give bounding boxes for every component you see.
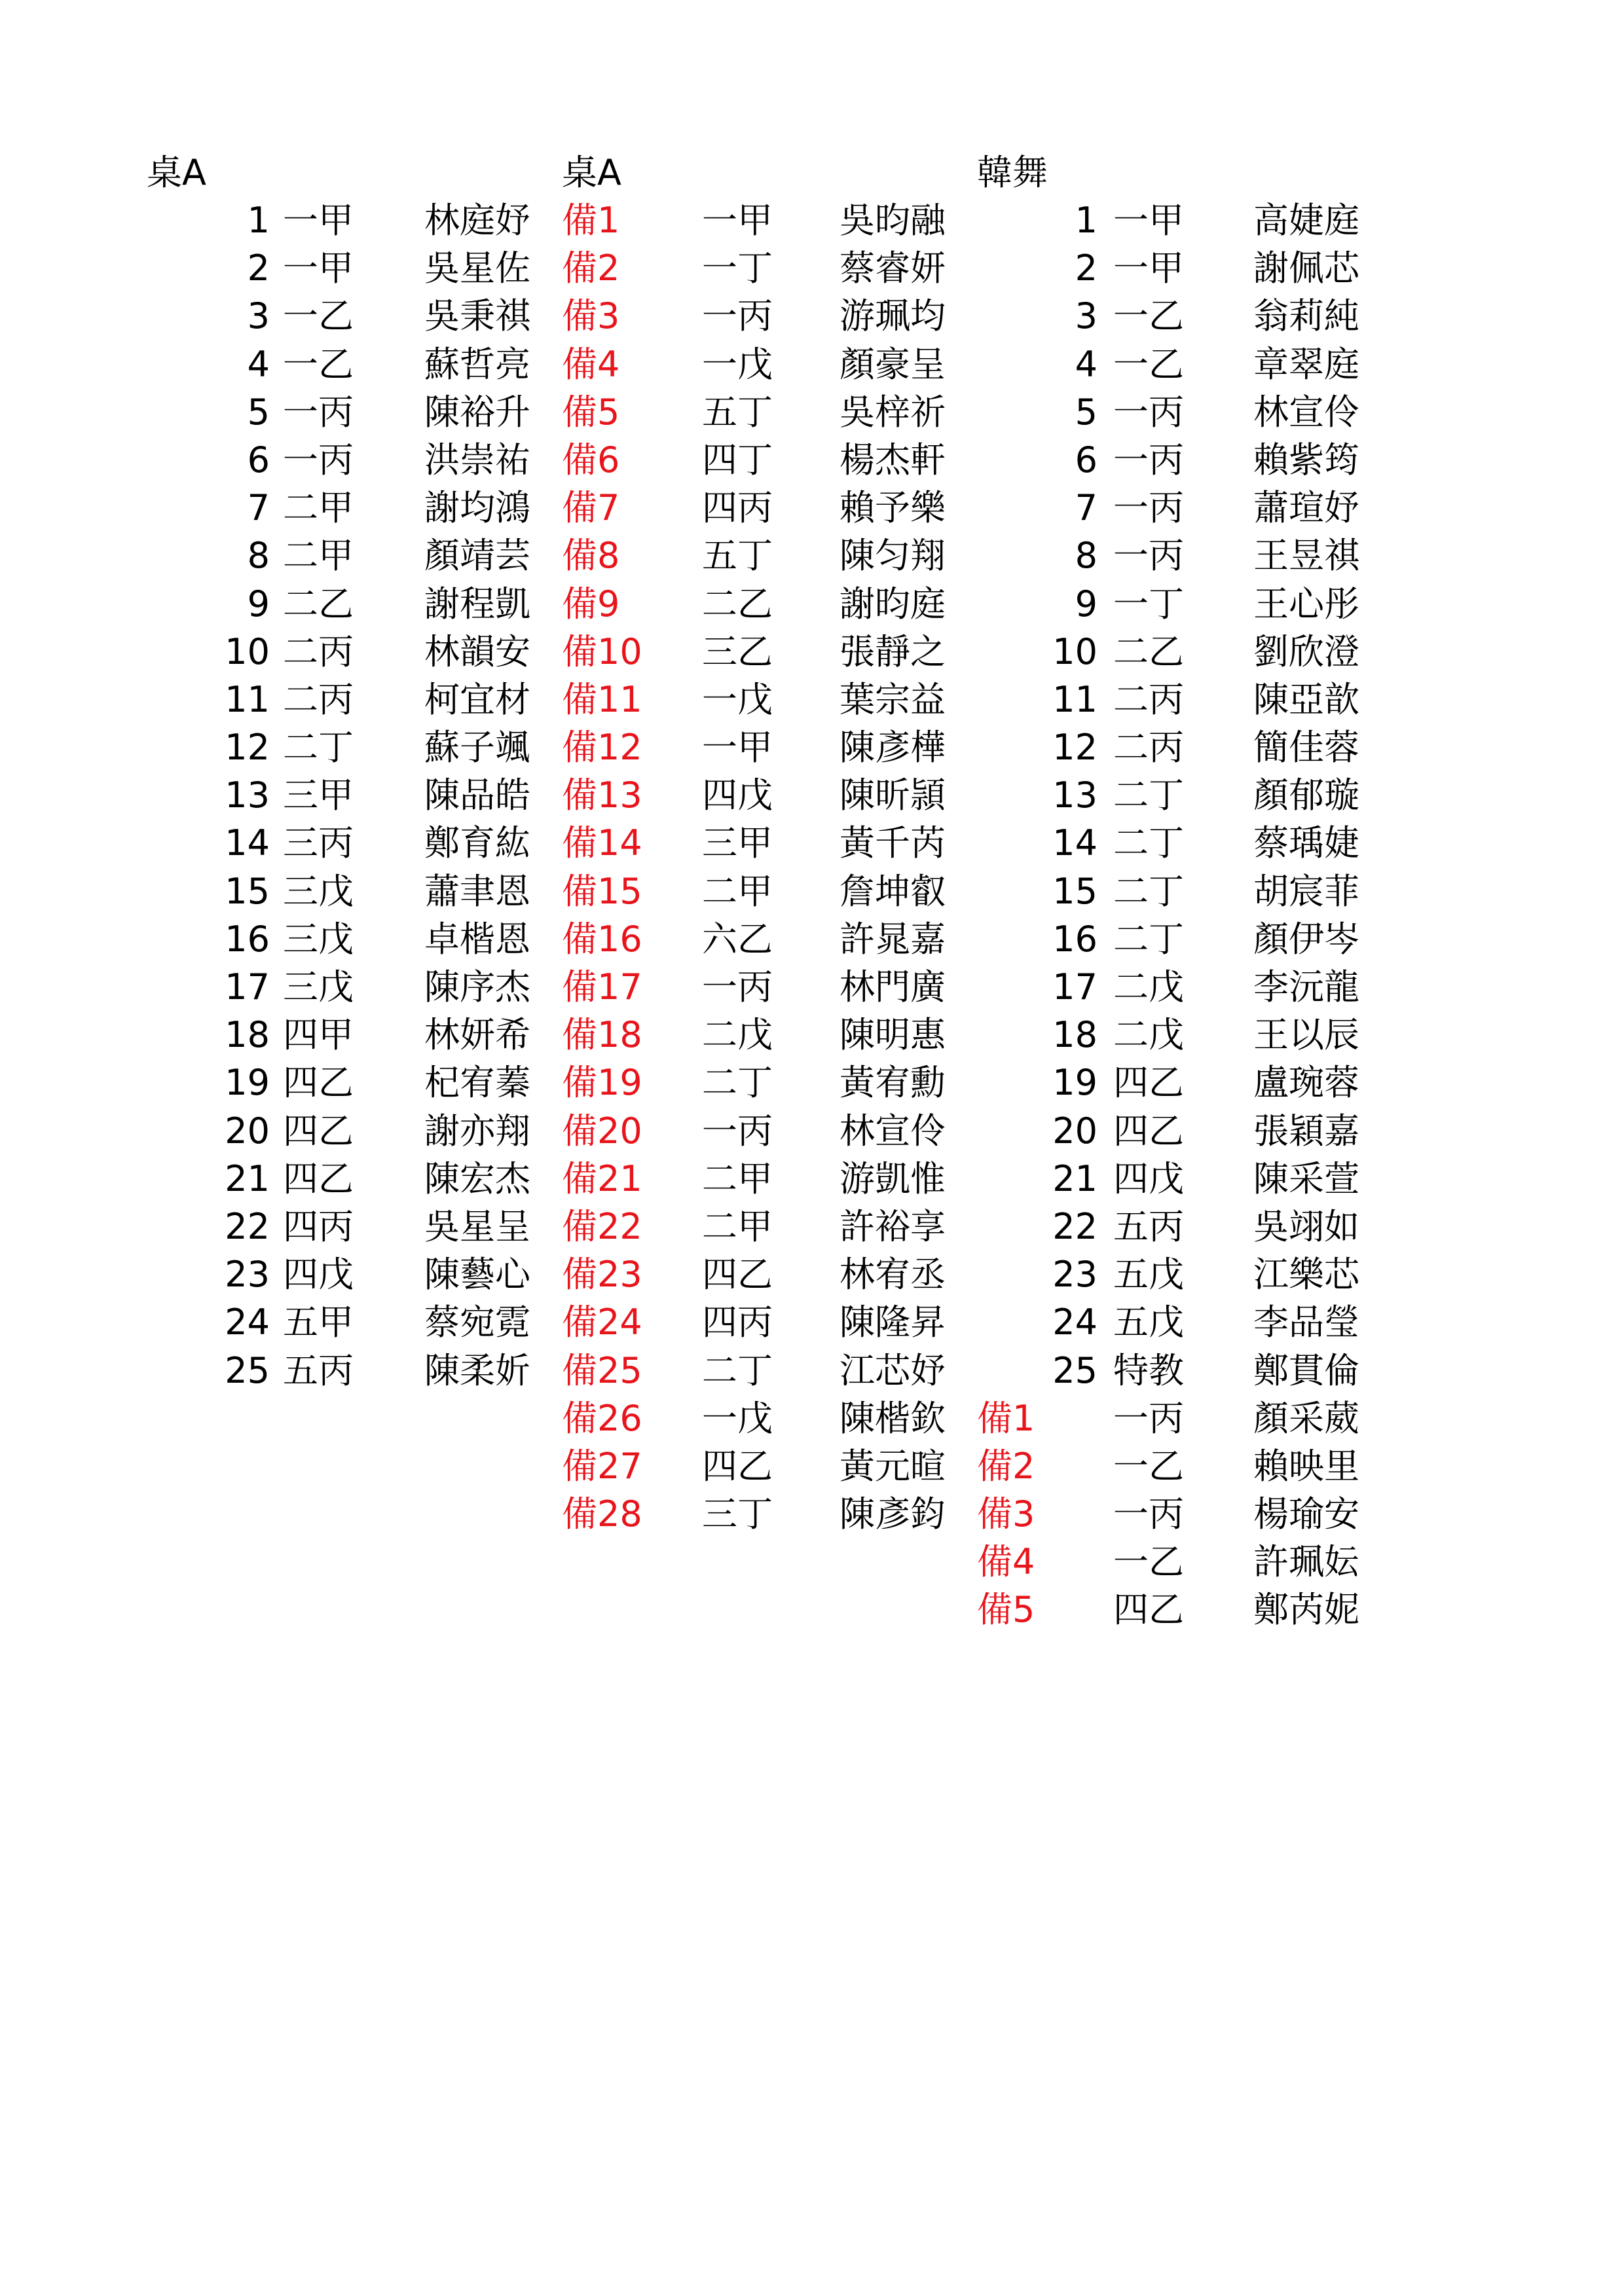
section2-class: 一丁 bbox=[702, 247, 773, 289]
section3-student-name: 張穎嘉 bbox=[1253, 1110, 1359, 1152]
section1-class: 五丙 bbox=[283, 1349, 354, 1391]
section3-class: 二丁 bbox=[1113, 918, 1184, 960]
section3-class: 五戊 bbox=[1113, 1254, 1184, 1296]
section1-class: 二丁 bbox=[283, 727, 354, 769]
section1-class: 三戊 bbox=[283, 966, 354, 1008]
section1-number: 19 bbox=[225, 1062, 270, 1104]
section3-number: 19 bbox=[1052, 1062, 1098, 1104]
section3-class: 二戊 bbox=[1113, 1014, 1184, 1056]
section1-number: 10 bbox=[225, 630, 270, 672]
section3-number: 20 bbox=[1052, 1110, 1098, 1152]
section3-student-name: 簡佳蓉 bbox=[1253, 727, 1359, 769]
section1-class: 三戊 bbox=[283, 918, 354, 960]
section1-class: 一甲 bbox=[283, 247, 354, 289]
section1-student-name: 陳宏杰 bbox=[424, 1157, 530, 1199]
section2-number: 備6 bbox=[562, 439, 620, 481]
section3-row bbox=[0, 915, 1441, 963]
section2-class: 四乙 bbox=[702, 1445, 773, 1487]
section3-standby-class: 一乙 bbox=[1113, 1541, 1184, 1583]
section1-class: 四乙 bbox=[283, 1157, 354, 1199]
section3-number: 3 bbox=[1075, 295, 1098, 337]
section2-class: 五丁 bbox=[702, 535, 773, 577]
section1-student-name: 陳裕升 bbox=[424, 391, 530, 433]
section1-class: 四乙 bbox=[283, 1110, 354, 1152]
section1-class: 二丙 bbox=[283, 630, 354, 672]
section2-class: 二甲 bbox=[702, 1205, 773, 1247]
section3-class: 一丙 bbox=[1113, 439, 1184, 481]
section3-row bbox=[0, 196, 1441, 244]
section1-class: 四甲 bbox=[283, 1014, 354, 1056]
section1-number: 22 bbox=[225, 1205, 270, 1247]
section3-class: 二乙 bbox=[1113, 630, 1184, 672]
section3-standby-row bbox=[0, 1538, 1441, 1586]
section1-student-name: 杞宥蓁 bbox=[424, 1062, 530, 1104]
section3-standby-row bbox=[0, 1490, 1441, 1538]
section1-class: 四戊 bbox=[283, 1254, 354, 1296]
section3-row bbox=[0, 1298, 1441, 1346]
section2-student-name: 陳隆昇 bbox=[840, 1302, 946, 1343]
section1-class: 三丙 bbox=[283, 822, 354, 864]
section3-standby-student-name: 顏采葳 bbox=[1253, 1397, 1359, 1439]
section2-number: 備3 bbox=[562, 295, 620, 337]
section2-number: 備14 bbox=[562, 822, 642, 864]
section1-number: 14 bbox=[225, 822, 270, 864]
section3-standby-number: 備5 bbox=[977, 1589, 1035, 1631]
section3-student-name: 李沅龍 bbox=[1253, 966, 1359, 1008]
section2-class: 五丁 bbox=[702, 391, 773, 433]
section3-list bbox=[0, 196, 1441, 1634]
section3-class: 四乙 bbox=[1113, 1110, 1184, 1152]
section2-student-name: 張靜之 bbox=[840, 630, 946, 672]
section1-number: 21 bbox=[225, 1157, 270, 1199]
section3-student-name: 王心彤 bbox=[1253, 583, 1359, 625]
section2-class: 六乙 bbox=[702, 918, 773, 960]
section1-student-name: 洪崇祐 bbox=[424, 439, 530, 481]
section3-number: 24 bbox=[1052, 1302, 1098, 1343]
section1-student-name: 謝程凱 bbox=[424, 583, 530, 625]
section3-number: 9 bbox=[1075, 583, 1098, 625]
section2-number: 備13 bbox=[562, 774, 642, 816]
section3-standby-student-name: 楊瑜安 bbox=[1253, 1493, 1359, 1535]
section3-class: 一甲 bbox=[1113, 247, 1184, 289]
section1-number: 1 bbox=[247, 200, 270, 241]
section3-standby-student-name: 賴映里 bbox=[1253, 1445, 1359, 1487]
section1-class: 一乙 bbox=[283, 343, 354, 385]
section2-number: 備26 bbox=[562, 1397, 642, 1439]
section1-number: 4 bbox=[247, 343, 270, 385]
section3-student-name: 劉欣澄 bbox=[1253, 630, 1359, 672]
section3-number: 21 bbox=[1052, 1157, 1098, 1199]
section3-row bbox=[0, 1107, 1441, 1155]
section3-class: 一乙 bbox=[1113, 295, 1184, 337]
section3-class: 二戊 bbox=[1113, 966, 1184, 1008]
section2-class: 二丁 bbox=[702, 1062, 773, 1104]
section3-class: 二丙 bbox=[1113, 727, 1184, 769]
section2-class: 一戊 bbox=[702, 343, 773, 385]
section3-row bbox=[0, 436, 1441, 484]
section3-number: 10 bbox=[1052, 630, 1098, 672]
section1-number: 17 bbox=[225, 966, 270, 1008]
section1-number: 8 bbox=[247, 535, 270, 577]
section3-standby-number: 備2 bbox=[977, 1445, 1035, 1487]
section2-number: 備24 bbox=[562, 1302, 642, 1343]
section3-class: 四戊 bbox=[1113, 1157, 1184, 1199]
section3-standby-number: 備3 bbox=[977, 1493, 1035, 1535]
section3-row bbox=[0, 388, 1441, 436]
section3-row bbox=[0, 1347, 1441, 1394]
section1-number: 7 bbox=[247, 487, 270, 529]
section3-standby-row bbox=[0, 1394, 1441, 1442]
section1-number: 18 bbox=[225, 1014, 270, 1056]
section2-number: 備8 bbox=[562, 535, 620, 577]
section1-student-name: 陳柔妡 bbox=[424, 1349, 530, 1391]
section3-standby-class: 四乙 bbox=[1113, 1589, 1184, 1631]
section1-student-name: 林庭妤 bbox=[424, 200, 530, 241]
section1-student-name: 蘇哲亮 bbox=[424, 343, 530, 385]
section1-student-name: 鄭育紘 bbox=[424, 822, 530, 864]
section1-student-name: 林妍希 bbox=[424, 1014, 530, 1056]
section1-student-name: 陳藝心 bbox=[424, 1254, 530, 1296]
section3-number: 22 bbox=[1052, 1205, 1098, 1247]
section3-row bbox=[0, 1059, 1441, 1106]
section1-class: 一丙 bbox=[283, 439, 354, 481]
section2-class: 一甲 bbox=[702, 727, 773, 769]
section2-class: 四丙 bbox=[702, 487, 773, 529]
section3-student-name: 謝佩芯 bbox=[1253, 247, 1359, 289]
section2-class: 一戊 bbox=[702, 1397, 773, 1439]
section2-class: 二戊 bbox=[702, 1014, 773, 1056]
section3-number: 8 bbox=[1075, 535, 1098, 577]
section3-standby-class: 一丙 bbox=[1113, 1397, 1184, 1439]
section3-row bbox=[0, 532, 1441, 579]
section2-student-name: 詹坤叡 bbox=[840, 870, 946, 912]
section1-student-name: 陳品皓 bbox=[424, 774, 530, 816]
section3-number: 13 bbox=[1052, 774, 1098, 816]
section1-student-name: 卓楷恩 bbox=[424, 918, 530, 960]
section1-class: 四丙 bbox=[283, 1205, 354, 1247]
section3-number: 2 bbox=[1075, 247, 1098, 289]
section3-class: 五丙 bbox=[1113, 1205, 1184, 1247]
section2-class: 四戊 bbox=[702, 774, 773, 816]
section2-class: 一丙 bbox=[702, 295, 773, 337]
section3-number: 18 bbox=[1052, 1014, 1098, 1056]
section1-number: 16 bbox=[225, 918, 270, 960]
section1-number: 23 bbox=[225, 1254, 270, 1296]
section2-student-name: 陳明惠 bbox=[840, 1014, 946, 1056]
section3-standby-student-name: 鄭芮妮 bbox=[1253, 1589, 1359, 1631]
section3-class: 一丁 bbox=[1113, 583, 1184, 625]
section2-number: 備2 bbox=[562, 247, 620, 289]
section3-standby-class: 一丙 bbox=[1113, 1493, 1184, 1535]
section3-student-name: 陳采萱 bbox=[1253, 1157, 1359, 1199]
section2-student-name: 陳彥樺 bbox=[840, 727, 946, 769]
section3-class: 二丁 bbox=[1113, 870, 1184, 912]
section1-student-name: 林韻安 bbox=[424, 630, 530, 672]
section3-number: 25 bbox=[1052, 1349, 1098, 1391]
section3-standby-number: 備1 bbox=[977, 1397, 1035, 1439]
section1-student-name: 顏靖芸 bbox=[424, 535, 530, 577]
section3-student-name: 江樂芯 bbox=[1253, 1254, 1359, 1296]
section3-class: 一丙 bbox=[1113, 487, 1184, 529]
section1-number: 24 bbox=[225, 1302, 270, 1343]
section1-number: 5 bbox=[247, 391, 270, 433]
section1-student-name: 吳星呈 bbox=[424, 1205, 530, 1247]
section3-standby-number: 備4 bbox=[977, 1541, 1035, 1583]
section3-row bbox=[0, 244, 1441, 292]
section2-student-name: 林門廣 bbox=[840, 966, 946, 1008]
section2-student-name: 陳匀翔 bbox=[840, 535, 946, 577]
section2-class: 三丁 bbox=[702, 1493, 773, 1535]
section1-student-name: 蘇子颯 bbox=[424, 727, 530, 769]
section1-number: 6 bbox=[247, 439, 270, 481]
section1-number: 20 bbox=[225, 1110, 270, 1152]
section2-student-name: 楊杰軒 bbox=[840, 439, 946, 481]
section2-number: 備7 bbox=[562, 487, 620, 529]
section3-standby-row bbox=[0, 1442, 1441, 1490]
section2-number: 備17 bbox=[562, 966, 642, 1008]
section3-student-name: 顏郁璇 bbox=[1253, 774, 1359, 816]
section1-student-name: 蔡宛霓 bbox=[424, 1302, 530, 1343]
section2-number: 備1 bbox=[562, 200, 620, 241]
section1-student-name: 柯宜材 bbox=[424, 678, 530, 720]
section2-class: 一丙 bbox=[702, 966, 773, 1008]
section2-number: 備23 bbox=[562, 1254, 642, 1296]
section3-number: 16 bbox=[1052, 918, 1098, 960]
section1-header: 桌A bbox=[147, 152, 206, 193]
section1-student-name: 陳序杰 bbox=[424, 966, 530, 1008]
section3-student-name: 盧琬蓉 bbox=[1253, 1062, 1359, 1104]
section2-number: 備10 bbox=[562, 630, 642, 672]
section3-student-name: 賴紫筠 bbox=[1253, 439, 1359, 481]
section2-class: 四乙 bbox=[702, 1254, 773, 1296]
section2-number: 備22 bbox=[562, 1205, 642, 1247]
section1-class: 四乙 bbox=[283, 1062, 354, 1104]
section1-class: 三甲 bbox=[283, 774, 354, 816]
section2-class: 四丁 bbox=[702, 439, 773, 481]
section3-number: 11 bbox=[1052, 678, 1098, 720]
section1-number: 13 bbox=[225, 774, 270, 816]
section3-number: 5 bbox=[1075, 391, 1098, 433]
section2-class: 四丙 bbox=[702, 1302, 773, 1343]
section3-class: 一丙 bbox=[1113, 391, 1184, 433]
section1-class: 二甲 bbox=[283, 487, 354, 529]
section1-number: 9 bbox=[247, 583, 270, 625]
section2-student-name: 林宣伶 bbox=[840, 1110, 946, 1152]
section2-student-name: 葉宗益 bbox=[840, 678, 946, 720]
section1-class: 一丙 bbox=[283, 391, 354, 433]
section3-row bbox=[0, 1203, 1441, 1250]
section3-number: 12 bbox=[1052, 727, 1098, 769]
section2-class: 二甲 bbox=[702, 870, 773, 912]
section1-student-name: 吳星佐 bbox=[424, 247, 530, 289]
section3-student-name: 高婕庭 bbox=[1253, 200, 1359, 241]
section2-class: 一戊 bbox=[702, 678, 773, 720]
section3-header: 韓舞 bbox=[977, 152, 1048, 193]
section3-number: 1 bbox=[1075, 200, 1098, 241]
section3-class: 二丁 bbox=[1113, 822, 1184, 864]
section1-number: 12 bbox=[225, 727, 270, 769]
section2-class: 二甲 bbox=[702, 1157, 773, 1199]
section2-number: 備25 bbox=[562, 1349, 642, 1391]
section2-student-name: 顏豪呈 bbox=[840, 343, 946, 385]
section2-student-name: 許晁嘉 bbox=[840, 918, 946, 960]
section1-class: 二乙 bbox=[283, 583, 354, 625]
section3-number: 7 bbox=[1075, 487, 1098, 529]
section2-number: 備4 bbox=[562, 343, 620, 385]
section3-standby-student-name: 許珮妘 bbox=[1253, 1541, 1359, 1583]
section2-student-name: 許裕享 bbox=[840, 1205, 946, 1247]
section3-class: 四乙 bbox=[1113, 1062, 1184, 1104]
section3-number: 4 bbox=[1075, 343, 1098, 385]
section3-number: 6 bbox=[1075, 439, 1098, 481]
section2-student-name: 黃宥勳 bbox=[840, 1062, 946, 1104]
section2-number: 備27 bbox=[562, 1445, 642, 1487]
section2-student-name: 黃元暄 bbox=[840, 1445, 946, 1487]
section3-row bbox=[0, 676, 1441, 723]
section2-number: 備18 bbox=[562, 1014, 642, 1056]
section2-student-name: 吳昀融 bbox=[840, 200, 946, 241]
section3-row bbox=[0, 628, 1441, 676]
section1-number: 25 bbox=[225, 1349, 270, 1391]
section2-student-name: 蔡睿妍 bbox=[840, 247, 946, 289]
section1-class: 五甲 bbox=[283, 1302, 354, 1343]
section2-number: 備15 bbox=[562, 870, 642, 912]
section3-number: 14 bbox=[1052, 822, 1098, 864]
section2-student-name: 謝昀庭 bbox=[840, 583, 946, 625]
section3-row bbox=[0, 867, 1441, 915]
section3-row bbox=[0, 963, 1441, 1011]
section2-number: 備16 bbox=[562, 918, 642, 960]
section3-standby-class: 一乙 bbox=[1113, 1445, 1184, 1487]
section3-row bbox=[0, 819, 1441, 867]
section3-row bbox=[0, 1155, 1441, 1203]
section1-number: 11 bbox=[225, 678, 270, 720]
section2-student-name: 黃千芮 bbox=[840, 822, 946, 864]
section3-row bbox=[0, 771, 1441, 819]
section2-number: 備19 bbox=[562, 1062, 642, 1104]
section1-student-name: 謝均鴻 bbox=[424, 487, 530, 529]
section2-student-name: 陳楷欽 bbox=[840, 1397, 946, 1439]
section3-row bbox=[0, 484, 1441, 532]
section2-header: 桌A bbox=[562, 152, 621, 193]
section2-student-name: 林宥丞 bbox=[840, 1254, 946, 1296]
section1-number: 2 bbox=[247, 247, 270, 289]
section1-class: 二甲 bbox=[283, 535, 354, 577]
section2-student-name: 陳昕頴 bbox=[840, 774, 946, 816]
section1-class: 二丙 bbox=[283, 678, 354, 720]
section1-student-name: 吳秉祺 bbox=[424, 295, 530, 337]
section3-row bbox=[0, 340, 1441, 388]
section3-student-name: 顏伊岑 bbox=[1253, 918, 1359, 960]
section2-class: 二丁 bbox=[702, 1349, 773, 1391]
section2-number: 備28 bbox=[562, 1493, 642, 1535]
section3-class: 五戊 bbox=[1113, 1302, 1184, 1343]
section3-student-name: 翁莉純 bbox=[1253, 295, 1359, 337]
section3-student-name: 林宣伶 bbox=[1253, 391, 1359, 433]
section2-class: 一甲 bbox=[702, 200, 773, 241]
section2-number: 備21 bbox=[562, 1157, 642, 1199]
section3-class: 一丙 bbox=[1113, 535, 1184, 577]
section2-class: 三甲 bbox=[702, 822, 773, 864]
section2-class: 三乙 bbox=[702, 630, 773, 672]
section3-row bbox=[0, 1011, 1441, 1059]
section3-class: 特教 bbox=[1113, 1349, 1184, 1391]
section3-number: 23 bbox=[1052, 1254, 1098, 1296]
section1-class: 一乙 bbox=[283, 295, 354, 337]
section1-number: 3 bbox=[247, 295, 270, 337]
section2-student-name: 吳梓祈 bbox=[840, 391, 946, 433]
section3-standby-row bbox=[0, 1586, 1441, 1633]
section2-number: 備5 bbox=[562, 391, 620, 433]
section2-number: 備12 bbox=[562, 727, 642, 769]
section3-student-name: 陳亞歆 bbox=[1253, 678, 1359, 720]
section2-number: 備20 bbox=[562, 1110, 642, 1152]
section1-class: 一甲 bbox=[283, 200, 354, 241]
section1-class: 三戊 bbox=[283, 870, 354, 912]
section3-number: 17 bbox=[1052, 966, 1098, 1008]
section1-number: 15 bbox=[225, 870, 270, 912]
section2-student-name: 江芯妤 bbox=[840, 1349, 946, 1391]
section3-student-name: 蕭瑄妤 bbox=[1253, 487, 1359, 529]
section2-number: 備11 bbox=[562, 678, 642, 720]
section3-student-name: 王昱祺 bbox=[1253, 535, 1359, 577]
section3-row bbox=[0, 580, 1441, 628]
section2-student-name: 賴予樂 bbox=[840, 487, 946, 529]
section3-class: 二丙 bbox=[1113, 678, 1184, 720]
section3-student-name: 鄭貫倫 bbox=[1253, 1349, 1359, 1391]
section2-student-name: 陳彥鈞 bbox=[840, 1493, 946, 1535]
section2-class: 二乙 bbox=[702, 583, 773, 625]
section3-student-name: 蔡瑀婕 bbox=[1253, 822, 1359, 864]
section2-student-name: 游凱惟 bbox=[840, 1157, 946, 1199]
section2-class: 一丙 bbox=[702, 1110, 773, 1152]
section3-row bbox=[0, 292, 1441, 340]
section3-student-name: 李品瑩 bbox=[1253, 1302, 1359, 1343]
section3-student-name: 王以辰 bbox=[1253, 1014, 1359, 1056]
section3-student-name: 胡宸菲 bbox=[1253, 870, 1359, 912]
section3-number: 15 bbox=[1052, 870, 1098, 912]
section3-student-name: 吳翊如 bbox=[1253, 1205, 1359, 1247]
section3-row bbox=[0, 723, 1441, 771]
section1-student-name: 謝亦翔 bbox=[424, 1110, 530, 1152]
section3-class: 一甲 bbox=[1113, 200, 1184, 241]
section3-student-name: 章翠庭 bbox=[1253, 343, 1359, 385]
section3-class: 一乙 bbox=[1113, 343, 1184, 385]
section1-student-name: 蕭聿恩 bbox=[424, 870, 530, 912]
section3-row bbox=[0, 1250, 1441, 1298]
section2-student-name: 游珮均 bbox=[840, 295, 946, 337]
section2-number: 備9 bbox=[562, 583, 620, 625]
section3-class: 二丁 bbox=[1113, 774, 1184, 816]
